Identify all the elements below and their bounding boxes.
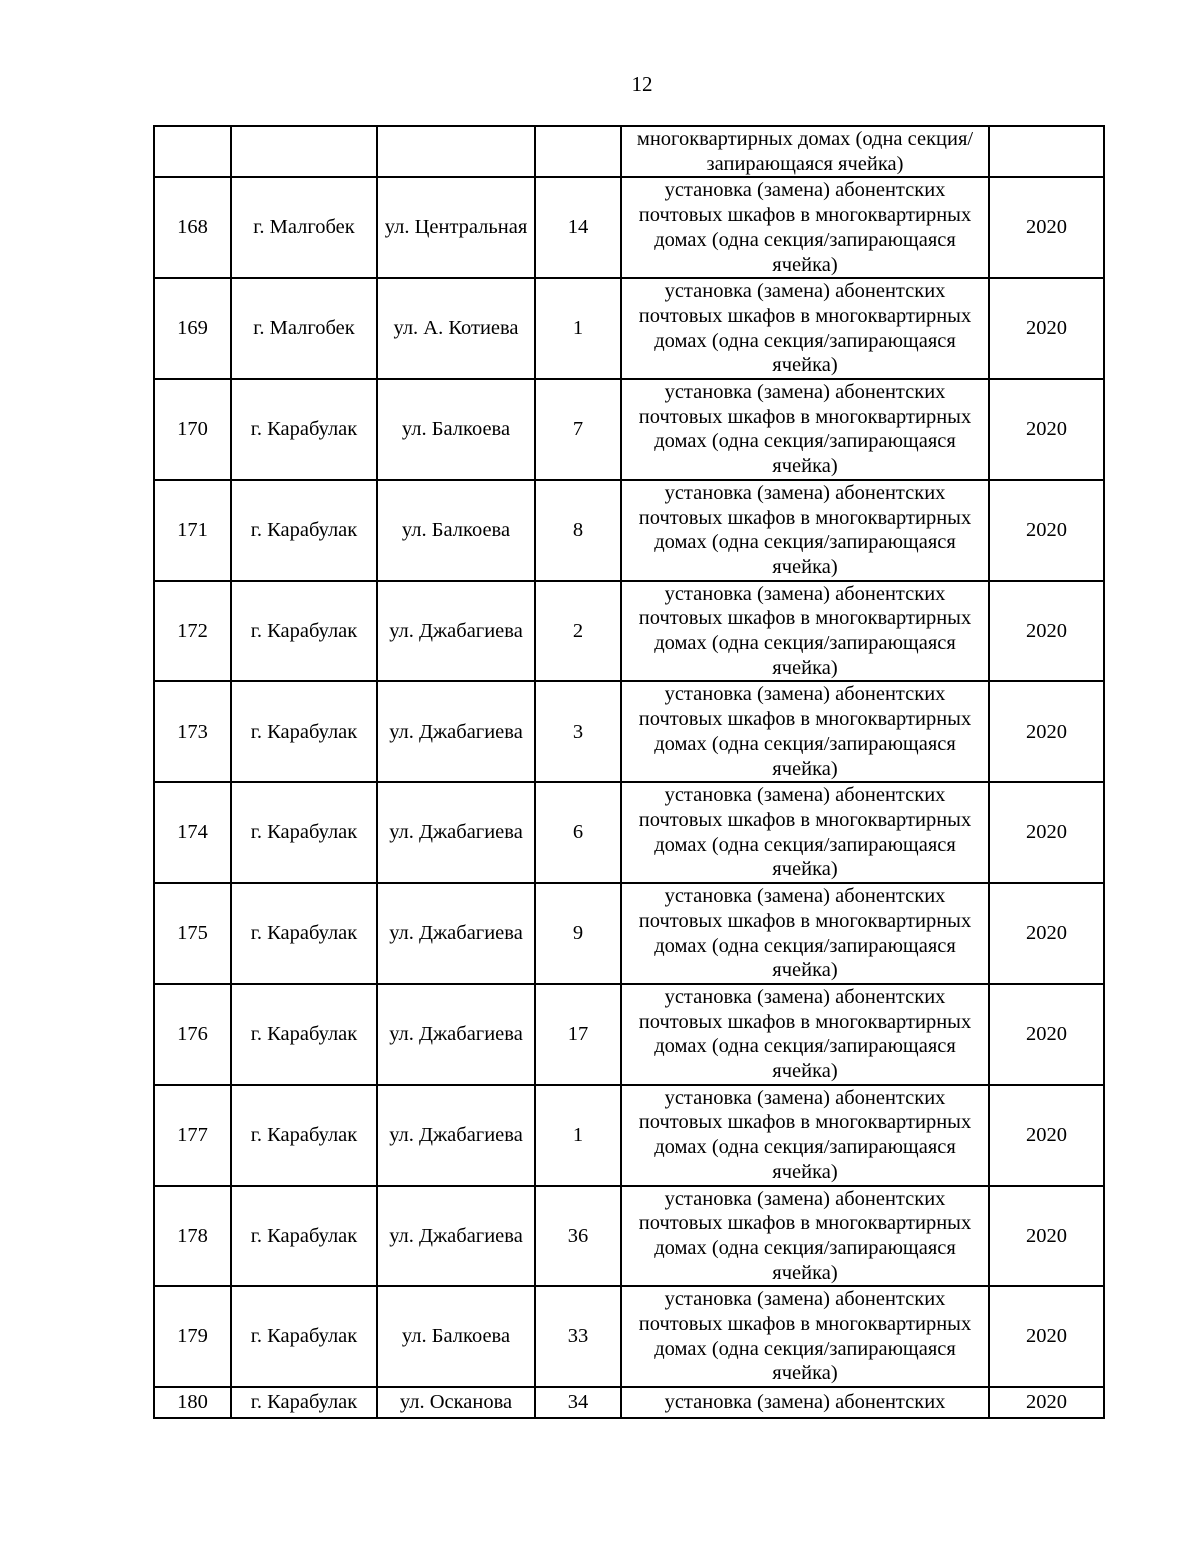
- cell-street: [377, 480, 535, 581]
- table-row: [154, 1085, 1104, 1186]
- cell-work: [621, 177, 989, 278]
- cell-work: [621, 379, 989, 480]
- cell-street-text: ул. Центральная: [384, 216, 528, 239]
- cell-year-text: 2020: [1026, 317, 1067, 340]
- cell-number: [154, 1387, 231, 1418]
- cell-house-text: 1: [572, 1123, 584, 1146]
- cell-street: [377, 1085, 535, 1186]
- cell-house-text: 36: [567, 1224, 589, 1247]
- cell-number-text: 170: [177, 418, 208, 441]
- cell-year: [989, 883, 1104, 984]
- cell-city: [231, 883, 377, 984]
- cell-house-text: 33: [567, 1325, 589, 1348]
- cell-number-text: 171: [177, 518, 208, 541]
- cell-city: [231, 278, 377, 379]
- cell-house-text: 1: [572, 317, 584, 340]
- cell-street-text: ул. Джабагиева: [389, 1022, 523, 1045]
- cell-number-text: 175: [177, 922, 208, 945]
- cell-street: [377, 984, 535, 1085]
- cell-work-text: установка (замена) абонентских: [664, 1391, 946, 1414]
- cell-house: [535, 1186, 621, 1287]
- cell-year-text: 2020: [1026, 821, 1067, 844]
- cell-city: [231, 1186, 377, 1287]
- table-row: [154, 883, 1104, 984]
- cell-number-text: 180: [177, 1391, 208, 1414]
- cell-number-text: 169: [177, 317, 208, 340]
- cell-street-text: ул. Балкоева: [401, 418, 511, 441]
- cell-city: [231, 480, 377, 581]
- cell-number: [154, 177, 231, 278]
- table-row: [154, 379, 1104, 480]
- cell-year: [989, 1186, 1104, 1287]
- cell-street: [377, 126, 535, 177]
- cell-work: [621, 480, 989, 581]
- cell-number-text: 177: [177, 1123, 208, 1146]
- cell-street: [377, 278, 535, 379]
- cell-city: [231, 1085, 377, 1186]
- cell-house: [535, 681, 621, 782]
- cell-work-text: установка (замена) абонентских почтовых шкафов в многоквартирных домах (одна секция/запирающаяся ячейка): [638, 784, 972, 881]
- cell-number-text: 176: [177, 1022, 208, 1045]
- cell-number: [154, 1186, 231, 1287]
- cell-number: [154, 1085, 231, 1186]
- cell-street: [377, 177, 535, 278]
- cell-work: [621, 1286, 989, 1387]
- cell-city-text: г. Карабулак: [250, 821, 358, 844]
- cell-street-text: ул. Джабагиева: [389, 821, 523, 844]
- cell-year-text: 2020: [1026, 922, 1067, 945]
- cell-house: [535, 984, 621, 1085]
- cell-street: [377, 681, 535, 782]
- cell-city: [231, 782, 377, 883]
- cell-number: [154, 782, 231, 883]
- cell-work-text: установка (замена) абонентских почтовых шкафов в многоквартирных домах (одна секция/запирающаяся ячейка): [638, 481, 972, 578]
- cell-city-text: г. Карабулак: [250, 1224, 358, 1247]
- cell-year: [989, 177, 1104, 278]
- cell-street: [377, 782, 535, 883]
- cell-year-text: 2020: [1026, 418, 1067, 441]
- works-table: [153, 125, 1105, 1419]
- cell-year: [989, 681, 1104, 782]
- cell-work-text: установка (замена) абонентских почтовых шкафов в многоквартирных домах (одна секция/запирающаяся ячейка): [638, 1187, 972, 1284]
- cell-year-text: 2020: [1026, 1123, 1067, 1146]
- cell-number: [154, 278, 231, 379]
- work-text: многоквартирных домах (одна секция/запирающаяся ячейка): [636, 128, 974, 175]
- table-row: [154, 177, 1104, 278]
- cell-number-text: 172: [177, 619, 208, 642]
- cell-city: [231, 984, 377, 1085]
- cell-number-text: 178: [177, 1224, 208, 1247]
- cell-city: [231, 126, 377, 177]
- cell-city-text: г. Малгобек: [253, 317, 355, 340]
- cell-work: [621, 1387, 989, 1418]
- cell-number: [154, 681, 231, 782]
- cell-year: [989, 1085, 1104, 1186]
- cell-work-text: установка (замена) абонентских почтовых шкафов в многоквартирных домах (одна секция/запирающаяся ячейка): [638, 1288, 972, 1385]
- cell-city: [231, 379, 377, 480]
- cell-house-text: 6: [572, 821, 584, 844]
- cell-city: [231, 681, 377, 782]
- cell-work: [621, 126, 989, 177]
- cell-street-text: ул. Балкоева: [401, 518, 511, 541]
- cell-year-text: 2020: [1026, 1391, 1067, 1414]
- cell-work-text: установка (замена) абонентских почтовых шкафов в многоквартирных домах (одна секция/запирающаяся ячейка): [638, 582, 972, 679]
- cell-year: [989, 984, 1104, 1085]
- cell-city-text: г. Малгобек: [253, 216, 355, 239]
- cell-street-text: ул. Балкоева: [401, 1325, 511, 1348]
- cell-house: [535, 1387, 621, 1418]
- cell-house-text: 14: [567, 216, 589, 239]
- cell-number-text: 179: [177, 1325, 208, 1348]
- cell-work: [621, 984, 989, 1085]
- table-row: [154, 1286, 1104, 1387]
- cell-year: [989, 480, 1104, 581]
- cell-street: [377, 581, 535, 682]
- cell-work-text: установка (замена) абонентских почтовых шкафов в многоквартирных домах (одна секция/запирающаяся ячейка): [638, 280, 972, 377]
- cell-year: [989, 126, 1104, 177]
- cell-year-text: 2020: [1026, 1224, 1067, 1247]
- cell-house-text: 34: [567, 1391, 589, 1414]
- cell-number: [154, 126, 231, 177]
- cell-house: [535, 126, 621, 177]
- cell-house-text: 3: [572, 720, 584, 743]
- cell-year: [989, 581, 1104, 682]
- cell-street: [377, 1387, 535, 1418]
- cell-year-text: 2020: [1026, 720, 1067, 743]
- cell-city-text: г. Карабулак: [250, 619, 358, 642]
- cell-number-text: 174: [177, 821, 208, 844]
- cell-house: [535, 581, 621, 682]
- cell-city-text: г. Карабулак: [250, 518, 358, 541]
- cell-house: [535, 379, 621, 480]
- cell-house-text: 7: [572, 418, 584, 441]
- cell-work: [621, 278, 989, 379]
- cell-street: [377, 1186, 535, 1287]
- cell-street-text: ул. Джабагиева: [389, 1123, 523, 1146]
- cell-house: [535, 177, 621, 278]
- cell-city: [231, 177, 377, 278]
- cell-house: [535, 1085, 621, 1186]
- cell-work: [621, 782, 989, 883]
- cell-year: [989, 278, 1104, 379]
- cell-street-text: ул. Осканова: [399, 1391, 513, 1414]
- cell-city-text: г. Карабулак: [250, 1391, 358, 1414]
- cell-city-text: г. Карабулак: [250, 1123, 358, 1146]
- cell-number: [154, 581, 231, 682]
- cell-work: [621, 1085, 989, 1186]
- cell-city: [231, 1387, 377, 1418]
- cell-number: [154, 883, 231, 984]
- cell-house-text: 2: [572, 619, 584, 642]
- cell-work: [621, 1186, 989, 1287]
- cell-year-text: 2020: [1026, 619, 1067, 642]
- page-number: 12: [631, 72, 653, 96]
- cell-house: [535, 782, 621, 883]
- cell-street: [377, 379, 535, 480]
- cell-year: [989, 1387, 1104, 1418]
- cell-work: [621, 581, 989, 682]
- cell-house: [535, 278, 621, 379]
- cell-year: [989, 1286, 1104, 1387]
- cell-city: [231, 1286, 377, 1387]
- table-row: [154, 278, 1104, 379]
- cell-work: [621, 681, 989, 782]
- cell-street-text: ул. А. Котиева: [393, 317, 519, 340]
- cell-number-text: 168: [177, 216, 208, 239]
- table-row: [154, 782, 1104, 883]
- cell-house: [535, 883, 621, 984]
- table-row: [154, 480, 1104, 581]
- table-row-continuation: [154, 126, 1104, 177]
- cell-number: [154, 379, 231, 480]
- cell-work-text: установка (замена) абонентских почтовых шкафов в многоквартирных домах (одна секция/запирающаяся ячейка): [638, 1086, 972, 1183]
- cell-year-text: 2020: [1026, 216, 1067, 239]
- cell-work-text: установка (замена) абонентских почтовых шкафов в многоквартирных домах (одна секция/запирающаяся ячейка): [638, 885, 972, 982]
- cell-year-text: 2020: [1026, 518, 1067, 541]
- cell-year: [989, 782, 1104, 883]
- cell-street: [377, 883, 535, 984]
- cell-number: [154, 984, 231, 1085]
- table-row: [154, 1186, 1104, 1287]
- table-row: [154, 681, 1104, 782]
- cell-city-text: г. Карабулак: [250, 922, 358, 945]
- cell-city-text: г. Карабулак: [250, 720, 358, 743]
- cell-year-text: 2020: [1026, 1325, 1067, 1348]
- cell-year-text: 2020: [1026, 1022, 1067, 1045]
- cell-city-text: г. Карабулак: [250, 418, 358, 441]
- cell-work-text: установка (замена) абонентских почтовых шкафов в многоквартирных домах (одна секция/запирающаяся ячейка): [638, 985, 972, 1083]
- cell-work-text: установка (замена) абонентских почтовых шкафов в многоквартирных домах (одна секция/запирающаяся ячейка): [638, 381, 972, 478]
- cell-street: [377, 1286, 535, 1387]
- cell-number: [154, 480, 231, 581]
- cell-house: [535, 1286, 621, 1387]
- cell-house-text: 8: [572, 518, 584, 541]
- table-row: [154, 581, 1104, 682]
- cell-work: [621, 883, 989, 984]
- cell-work-text: установка (замена) абонентских почтовых шкафов в многоквартирных домах (одна секция/запирающаяся ячейка): [638, 179, 972, 276]
- cell-city-text: г. Карабулак: [250, 1325, 358, 1348]
- cell-number-text: 173: [177, 720, 208, 743]
- cell-city: [231, 581, 377, 682]
- cell-city-text: г. Карабулак: [250, 1022, 358, 1045]
- cell-house: [535, 480, 621, 581]
- cell-street-text: ул. Джабагиева: [389, 619, 523, 642]
- cell-street-text: ул. Джабагиева: [389, 922, 523, 945]
- cell-street-text: ул. Джабагиева: [389, 1224, 523, 1247]
- cell-street-text: ул. Джабагиева: [389, 720, 523, 743]
- cell-work-text: установка (замена) абонентских почтовых шкафов в многоквартирных домах (одна секция/запирающаяся ячейка): [638, 683, 972, 780]
- cell-house-text: 17: [567, 1022, 589, 1045]
- cell-number: [154, 1286, 231, 1387]
- table-row: [154, 1387, 1104, 1418]
- cell-house-text: 9: [572, 922, 584, 945]
- table-row: [154, 984, 1104, 1085]
- cell-year: [989, 379, 1104, 480]
